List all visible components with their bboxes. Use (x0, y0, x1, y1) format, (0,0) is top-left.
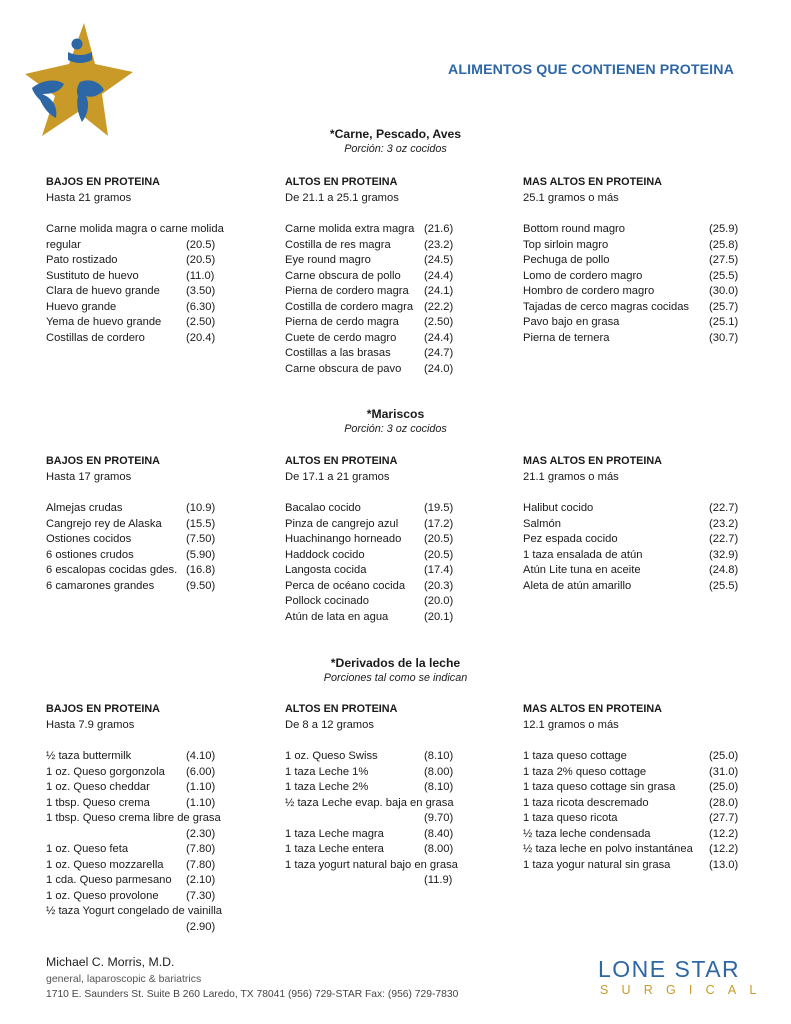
food-row (46, 842, 246, 858)
section-header-mariscos (0, 406, 791, 436)
footer-contact (46, 954, 458, 1003)
food-row (46, 780, 246, 796)
food-row (523, 284, 748, 300)
protein-value: (22.2) (424, 300, 454, 313)
protein-value: (8.00) (424, 765, 454, 778)
food-row (285, 749, 475, 765)
food-name: Yema de huevo grande (46, 316, 162, 328)
food-list (285, 501, 475, 625)
food-name: Langosta cocida (285, 564, 367, 576)
protein-value: (2.30) (186, 827, 216, 840)
food-row (285, 517, 475, 533)
food-name: Ostiones cocidos (46, 533, 132, 545)
food-row (285, 501, 475, 517)
protein-value: (11.0) (186, 269, 215, 282)
section-title: *Carne, Pescado, Aves (329, 127, 462, 141)
protein-value: (24.7) (424, 347, 454, 359)
food-row (46, 331, 246, 347)
food-name: 1 oz. Queso mozzarella (46, 858, 164, 871)
clinic-address: 1710 E. Saunders St. Suite B 260 Laredo, TX 78041 (956) 729-STAR Fax: (956) 729-7830 (46, 989, 459, 1000)
food-name: Sustituto de huevo (46, 269, 139, 282)
food-name: Carne obscura de pollo (285, 269, 401, 282)
protein-value: (9.50) (186, 579, 216, 592)
protein-value: (23.2) (709, 517, 739, 530)
protein-value: (5.90) (186, 548, 216, 561)
food-row (46, 796, 246, 812)
protein-value: (6.30) (186, 300, 216, 313)
food-name: Huevo grande (46, 300, 117, 313)
protein-value: (2.90) (186, 920, 216, 933)
food-row (46, 284, 246, 300)
food-name: 1 taza Leche entera (285, 843, 384, 855)
food-name: 1 cda. Queso parmesano (46, 874, 172, 886)
protein-value: (23.2) (424, 238, 454, 251)
food-name: 6 escalopas cocidas gdes. (46, 564, 178, 576)
protein-value: (25.0) (709, 781, 739, 793)
food-row (46, 579, 246, 595)
food-row (285, 610, 475, 626)
food-row (285, 765, 475, 781)
food-name: Almejas crudas (46, 502, 123, 514)
food-name: Lomo de cordero magro (523, 269, 643, 282)
food-name: 1 taza yogur natural sin grasa (523, 858, 671, 871)
column-header: MAS ALTOS EN PROTEINA (523, 455, 662, 467)
section-subtitle: Porciones tal como se indican (323, 672, 468, 684)
protein-value: (21.6) (424, 223, 454, 235)
lone-star-logo (22, 22, 134, 138)
food-row (523, 517, 748, 533)
food-name: Carne molida magra o carne molida (46, 223, 224, 235)
protein-value: (9.70) (424, 812, 454, 824)
protein-value: (15.5) (186, 517, 216, 530)
lone-star-surgical-logo (598, 952, 770, 1000)
food-row (285, 269, 475, 285)
column-range: Hasta 17 gramos (46, 470, 132, 483)
food-name: 1 taza Leche 1% (285, 765, 369, 778)
protein-value: (22.7) (709, 533, 739, 545)
protein-value: (7.30) (186, 889, 216, 902)
column-header: BAJOS EN PROTEINA (46, 176, 160, 188)
food-name: 1 taza queso cottage sin grasa (523, 781, 676, 793)
food-name: Pierna de ternera (523, 331, 610, 344)
food-row (46, 300, 246, 316)
food-row (523, 315, 748, 331)
food-name: 1 oz. Queso gorgonzola (46, 765, 165, 778)
column-range: De 21.1 a 25.1 gramos (285, 191, 399, 204)
protein-value: (24.4) (424, 269, 454, 282)
food-name: Eye round magro (285, 254, 371, 266)
food-name: 1 taza ricota descremado (523, 796, 649, 809)
food-name: 6 ostiones crudos (46, 548, 134, 561)
protein-value: (25.1) (709, 316, 739, 328)
food-row (523, 269, 748, 285)
protein-value: (25.5) (709, 579, 739, 592)
protein-value: (24.5) (424, 254, 454, 266)
protein-value: (30.0) (709, 285, 739, 297)
food-row (285, 532, 475, 548)
section-title: *Mariscos (366, 407, 425, 421)
food-row (523, 765, 748, 781)
protein-value: (24.4) (424, 331, 454, 344)
food-row (46, 873, 246, 889)
protein-value: (27.5) (709, 254, 739, 266)
food-name: Perca de océano cocida (285, 579, 406, 592)
protein-value: (12.2) (709, 843, 739, 855)
food-row (523, 842, 748, 858)
protein-value: (8.10) (424, 750, 454, 762)
food-name: Carne molida extra magra (285, 223, 415, 235)
food-row (285, 563, 475, 579)
protein-value: (20.3) (424, 579, 454, 592)
protein-value: (11.9) (424, 874, 453, 886)
food-name: Pollock cocinado (285, 595, 369, 607)
protein-value: (2.50) (186, 316, 216, 328)
food-name: 1 taza queso cottage (523, 750, 627, 762)
food-list (46, 501, 246, 594)
food-name: Cuete de cerdo magro (285, 331, 397, 344)
column-range: 12.1 gramos o más (523, 718, 619, 731)
food-name: ½ taza buttermilk (46, 750, 132, 762)
column-header: ALTOS EN PROTEINA (285, 703, 398, 715)
food-row (285, 579, 475, 595)
food-name: Pechuga de pollo (523, 254, 610, 266)
food-row (523, 749, 748, 765)
protein-value: (24.1) (424, 285, 454, 297)
section-header-carne (0, 126, 791, 156)
food-row (46, 238, 246, 254)
food-row (523, 796, 748, 812)
food-name: 1 taza 2% queso cottage (523, 765, 647, 778)
protein-value: (31.0) (709, 765, 739, 778)
protein-value: (27.7) (709, 812, 739, 824)
doctor-specialty: general, laparoscopic & bariatrics (46, 973, 202, 985)
protein-value: (25.0) (709, 750, 739, 762)
protein-value: (20.5) (186, 254, 216, 266)
column-range: De 17.1 a 21 gramos (285, 470, 390, 483)
food-name: Costillas de cordero (46, 331, 145, 344)
protein-value: (2.10) (186, 874, 216, 886)
food-name: 1 taza yogurt natural bajo en grasa (285, 858, 458, 871)
section-title: *Derivados de la leche (330, 656, 461, 670)
column-bajos-carne (46, 175, 246, 346)
food-row (523, 331, 748, 347)
food-row (285, 346, 475, 362)
food-row (285, 300, 475, 316)
food-row (523, 827, 748, 843)
food-row (285, 362, 475, 378)
food-row (46, 749, 246, 765)
food-name: ½ taza Leche evap. baja en grasa (285, 796, 454, 809)
food-row (46, 253, 246, 269)
food-row (285, 780, 475, 796)
section-subtitle: Porción: 3 oz cocidos (344, 423, 447, 435)
protein-value: (12.2) (709, 827, 739, 840)
brand-wordmark: LONE STAR (598, 956, 741, 982)
protein-value: (1.10) (186, 781, 216, 793)
food-name: 1 taza Leche 2% (285, 781, 369, 793)
column-mas-altos-mariscos (523, 454, 748, 594)
food-row (285, 284, 475, 300)
food-row (523, 548, 748, 564)
food-name: Bottom round magro (523, 223, 625, 235)
food-name: ½ taza Yogurt congelado de vainilla (46, 905, 223, 917)
food-row (285, 548, 475, 564)
food-row (523, 238, 748, 254)
protein-value: (24.8) (709, 564, 739, 576)
food-row (523, 579, 748, 595)
food-row (46, 765, 246, 781)
protein-value: (25.5) (709, 269, 739, 282)
column-header: ALTOS EN PROTEINA (285, 176, 398, 188)
food-name: regular (46, 238, 81, 251)
column-range: De 8 a 12 gramos (285, 718, 374, 731)
food-name: 1 tbsp. Queso crema libre de grasa (46, 812, 221, 824)
protein-value: (25.8) (709, 238, 739, 251)
protein-value: (2.50) (424, 316, 454, 328)
protein-value: (20.1) (424, 610, 454, 623)
food-name: 6 camarones grandes (46, 579, 155, 592)
food-row (46, 563, 246, 579)
protein-value: (28.0) (709, 796, 739, 809)
protein-value: (7.50) (186, 533, 216, 545)
food-list (285, 222, 475, 377)
column-range: 25.1 gramos o más (523, 191, 619, 204)
column-header: BAJOS EN PROTEINA (46, 703, 160, 715)
food-row (523, 563, 748, 579)
food-name: Atún Lite tuna en aceite (523, 564, 641, 576)
food-name: 1 oz. Queso cheddar (46, 781, 150, 793)
protein-value: (19.5) (424, 502, 454, 514)
column-bajos-mariscos (46, 454, 246, 594)
food-name: 1 taza Leche magra (285, 827, 384, 840)
food-name: Pez espada cocido (523, 533, 618, 545)
column-header: BAJOS EN PROTEINA (46, 455, 160, 467)
food-row (285, 253, 475, 269)
food-row (285, 331, 475, 347)
food-name: Haddock cocido (285, 548, 365, 561)
food-name: Aleta de atún amarillo (523, 579, 632, 592)
protein-value: (4.10) (186, 750, 216, 762)
food-name: Bacalao cocido (285, 502, 361, 514)
column-range: 21.1 gramos o más (523, 470, 619, 483)
column-altos-leche (285, 702, 475, 889)
food-row (46, 548, 246, 564)
food-row (46, 501, 246, 517)
protein-value: (7.80) (186, 843, 216, 855)
food-row (285, 796, 475, 812)
food-row (46, 889, 246, 905)
food-name: 1 tbsp. Queso crema (46, 796, 150, 809)
food-name: Halibut cocido (523, 502, 594, 514)
section-subtitle: Porción: 3 oz cocidos (344, 143, 447, 155)
food-row (523, 858, 748, 874)
food-row (46, 827, 246, 843)
protein-value: (22.7) (709, 502, 739, 514)
food-name: 1 oz. Queso feta (46, 843, 129, 855)
protein-value: (6.00) (186, 765, 216, 778)
food-row (285, 827, 475, 843)
food-list (523, 749, 748, 873)
protein-value: (20.5) (186, 238, 216, 251)
section-header-leche (0, 655, 791, 685)
food-row (285, 238, 475, 254)
food-row (285, 811, 475, 827)
protein-value: (20.5) (424, 548, 454, 561)
protein-value: (3.50) (186, 285, 216, 297)
food-list (46, 749, 246, 935)
food-name: ½ taza leche en polvo instantánea (523, 843, 693, 855)
food-name: Carne obscura de pavo (285, 362, 402, 375)
food-row (46, 269, 246, 285)
food-row (523, 501, 748, 517)
protein-value: (17.2) (424, 517, 454, 530)
food-name: Huachinango horneado (285, 533, 402, 545)
protein-value: (17.4) (424, 564, 454, 576)
food-name: Costilla de cordero magra (285, 300, 414, 313)
protein-value: (30.7) (709, 331, 739, 344)
protein-value: (7.80) (186, 858, 216, 871)
food-list (523, 222, 748, 346)
food-name: Pato rostizado (46, 254, 118, 266)
column-altos-mariscos (285, 454, 475, 625)
column-altos-carne (285, 175, 475, 377)
food-name: Costilla de res magra (285, 238, 391, 251)
protein-value: (1.10) (186, 796, 216, 809)
food-name: Costillas a las brasas (285, 347, 391, 359)
protein-value: (32.9) (709, 548, 739, 561)
food-row (523, 222, 748, 238)
column-header: MAS ALTOS EN PROTEINA (523, 703, 662, 715)
food-name: 1 taza queso ricota (523, 812, 618, 824)
food-row (46, 517, 246, 533)
food-row (523, 253, 748, 269)
protein-value: (25.9) (709, 223, 739, 235)
food-row (285, 873, 475, 889)
food-name: Salmón (523, 517, 561, 530)
protein-value: (20.5) (424, 533, 454, 545)
brand-tagline: SURGICAL (600, 983, 770, 997)
page-title: ALIMENTOS QUE CONTIENEN PROTEINA (448, 62, 734, 78)
food-row (523, 811, 748, 827)
protein-value: (20.4) (186, 331, 216, 344)
food-name: Clara de huevo grande (46, 285, 160, 297)
food-name: Cangrejo rey de Alaska (46, 517, 162, 530)
food-name: 1 taza ensalada de atún (523, 548, 643, 561)
food-name: Pavo bajo en grasa (523, 316, 620, 328)
food-row (46, 858, 246, 874)
column-range: Hasta 21 gramos (46, 191, 132, 204)
protein-value: (16.8) (186, 564, 216, 576)
food-list (285, 749, 475, 889)
food-list (46, 222, 246, 346)
food-row (46, 920, 246, 936)
food-row (523, 300, 748, 316)
protein-value: (8.40) (424, 827, 454, 840)
protein-value: (20.0) (424, 595, 454, 607)
food-name: 1 oz. Queso Swiss (285, 750, 378, 762)
food-name: Pierna de cordero magra (285, 285, 409, 297)
food-name: Pierna de cerdo magra (285, 316, 399, 328)
protein-value: (13.0) (709, 858, 739, 871)
food-row (285, 315, 475, 331)
food-row (285, 842, 475, 858)
column-bajos-leche (46, 702, 246, 935)
food-row (46, 811, 246, 827)
column-header: ALTOS EN PROTEINA (285, 455, 398, 467)
food-row (285, 222, 475, 238)
food-row (285, 594, 475, 610)
column-header: MAS ALTOS EN PROTEINA (523, 176, 662, 188)
food-row (285, 858, 475, 874)
food-name: Atún de lata en agua (285, 610, 389, 623)
protein-value: (8.00) (424, 843, 454, 855)
food-name: ½ taza leche condensada (523, 827, 651, 840)
column-range: Hasta 7.9 gramos (46, 718, 135, 731)
column-mas-altos-carne (523, 175, 748, 346)
food-name: Pinza de cangrejo azul (285, 517, 399, 530)
food-name: Top sirloin magro (523, 238, 609, 251)
food-row (46, 904, 246, 920)
food-row (46, 315, 246, 331)
protein-value: (8.10) (424, 781, 454, 793)
food-name: Tajadas de cerco magras cocidas (523, 300, 690, 313)
protein-value: (24.0) (424, 362, 454, 375)
food-row (46, 222, 246, 238)
food-name: 1 oz. Queso provolone (46, 889, 159, 902)
doctor-name: Michael C. Morris, M.D. (46, 955, 175, 969)
food-list (523, 501, 748, 594)
food-row (46, 532, 246, 548)
protein-value: (10.9) (186, 502, 216, 514)
protein-value: (25.7) (709, 300, 739, 313)
food-row (523, 780, 748, 796)
column-mas-altos-leche (523, 702, 748, 873)
food-name: Hombro de cordero magro (523, 285, 655, 297)
food-row (523, 532, 748, 548)
